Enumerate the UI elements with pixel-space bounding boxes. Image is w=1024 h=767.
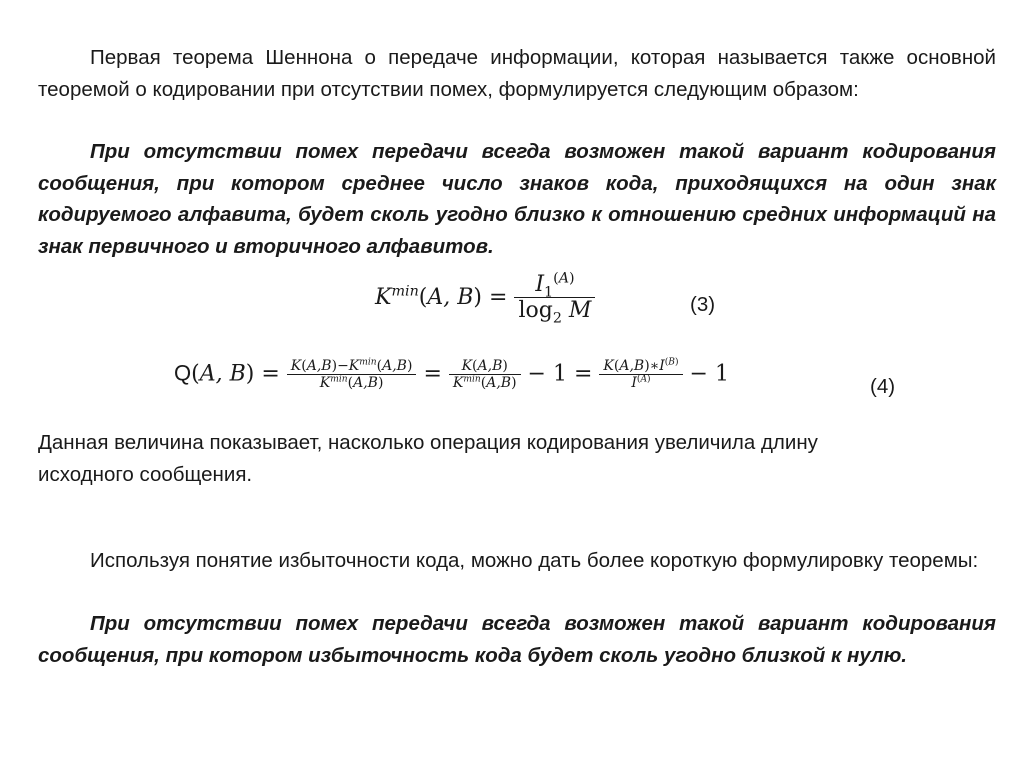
theorem-intro-paragraph: Первая теорема Шеннона о передаче информации, которая называется также основной теоремой о кодировании при отсутствии помех, формулируется следующим образом: <box>38 46 996 101</box>
equation-4: Q(A, B) = $\frac{K(A,B)-K^{min}(A,B)}{K^{min}(A,B)}$ = $\frac{K(A,B)}{K^{min}(A,B)}$ − 1 = $\frac{K(A,B)∗I^{(B)}}{I^{(A)}}$ − 1 <box>174 357 729 391</box>
redundancy-intro-paragraph: Используя понятие избыточности кода, можно дать более короткую формулировку теоремы: <box>90 549 979 572</box>
equation-3: $K^{min}(A$, B) = $\frac{I_1^{(A)}}{\log_2 M}$ <box>375 272 595 323</box>
equation-4-number: (4) <box>870 375 896 398</box>
second-theorem-statement: При отсутствии помех передачи всегда возможен такой вариант кодирования сообщения, при котором избыточность кода будет сколь угодно близкой к нулю. <box>38 612 996 667</box>
first-theorem-statement: При отсутствии помех передачи всегда возможен такой вариант кодирования сообщения, при котором среднее число знаков кода, приходящихся на один знак кодируемого алфавита, будет сколь угодно близко к отношению средних информаций на знак первичного и вторичного алфавитов. <box>38 140 996 258</box>
equation-4-q: Q <box>174 360 192 386</box>
equation-3-number: (3) <box>690 293 716 316</box>
explanation-paragraph: Данная величина показывает, насколько операция кодирования увеличила длину исходного сообщения. <box>38 431 818 486</box>
